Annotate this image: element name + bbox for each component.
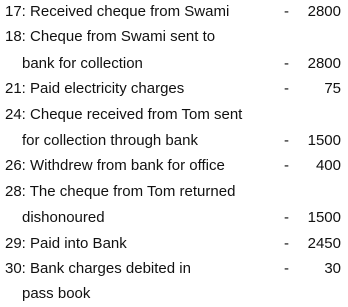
transaction-description-continued: bank for collection — [22, 55, 143, 72]
transaction-amount: 2800 — [307, 55, 341, 72]
transaction-description: 28: The cheque from Tom returned — [5, 183, 236, 200]
separator-dash: - — [284, 80, 289, 97]
transaction-description: 29: Paid into Bank — [5, 235, 127, 252]
list-item — [0, 77, 348, 101]
separator-dash: - — [284, 132, 289, 149]
list-item-continuation — [0, 282, 348, 306]
transaction-amount: 2800 — [307, 3, 341, 20]
list-item — [0, 25, 348, 49]
transaction-description: 30: Bank charges debited in — [5, 260, 191, 277]
transaction-amount: 400 — [315, 157, 341, 174]
transaction-description: 24: Cheque received from Tom sent — [5, 106, 243, 123]
separator-dash: - — [284, 260, 289, 277]
transaction-description-continued: pass book — [22, 285, 91, 302]
separator-dash: - — [284, 235, 289, 252]
transaction-description: 21: Paid electricity charges — [5, 80, 185, 97]
list-item-continuation — [0, 206, 348, 230]
transaction-amount: 1500 — [307, 209, 341, 226]
list-item — [0, 154, 348, 178]
transaction-amount: 1500 — [307, 132, 341, 149]
list-item-continuation — [0, 129, 348, 153]
transaction-description-continued: for collection through bank — [22, 132, 198, 149]
list-item — [0, 103, 348, 127]
transaction-description: 26: Withdrew from bank for office — [5, 157, 225, 174]
separator-dash: - — [284, 157, 289, 174]
transaction-description: 17: Received cheque from Swami — [5, 3, 230, 20]
list-item — [0, 232, 348, 256]
list-item-continuation — [0, 52, 348, 76]
separator-dash: - — [284, 3, 289, 20]
list-item — [0, 0, 348, 24]
separator-dash: - — [284, 209, 289, 226]
transaction-amount: 2450 — [307, 235, 341, 252]
list-item — [0, 180, 348, 204]
transaction-description: 18: Cheque from Swami sent to — [5, 28, 216, 45]
transaction-amount: 75 — [324, 80, 341, 97]
separator-dash: - — [284, 55, 289, 72]
list-item — [0, 257, 348, 281]
transaction-description-continued: dishonoured — [22, 209, 105, 226]
transaction-amount: 30 — [324, 260, 341, 277]
